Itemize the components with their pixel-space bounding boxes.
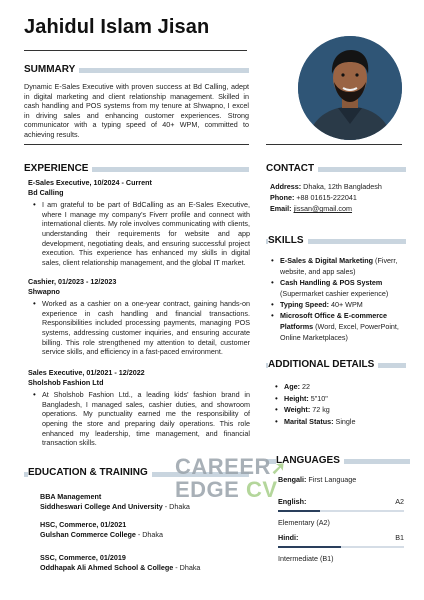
language-level-code: B1 xyxy=(395,533,404,542)
language-name: Hindi: xyxy=(278,533,299,542)
detail-item: • Age: 22 xyxy=(284,381,408,393)
arrow-icon: ➚ xyxy=(270,458,287,478)
phone-value: +88 01615-222041 xyxy=(296,193,357,202)
first-language xyxy=(278,475,408,485)
job-description: • At Sholshob Fashion Ltd., a leading kids' fashion brand in Bangladesh, I managed sales, cashier duties, and showroom operations. My punctuality earned me the responsibility of opening the store and preparing daily operations. This role enhanced my leadership, time management, and financial transaction skills. xyxy=(42,390,250,448)
address-label: Address: xyxy=(270,182,302,191)
watermark-line3: CV xyxy=(245,477,278,502)
additional-list xyxy=(268,381,408,427)
summary-divider xyxy=(24,144,249,145)
detail-item: • Height: 5"10" xyxy=(284,393,408,405)
education-place: - Dhaka xyxy=(135,529,164,539)
address-value: Dhaka, 12th Bangladesh xyxy=(303,182,382,191)
job-description: • I am grateful to be part of BdCalling as an E-Sales Executive, where I manage my company's Fiverr profile and connect with international clients. My role involves communicating with clients, understanding their requirements for website and app development, negotiating deals, and ensuring successful project execution. This experience has enhanced my skills in digital sales, client relationship management, and the global IT market. xyxy=(42,200,250,267)
experience-heading: EXPERIENCE xyxy=(24,163,92,174)
skills-heading: SKILLS xyxy=(268,235,308,246)
email-link[interactable]: jissan@gmail.com xyxy=(293,204,353,213)
watermark-line1: CAREER xyxy=(175,454,271,479)
language-item xyxy=(278,533,404,563)
person-portrait-icon xyxy=(298,36,402,140)
education-degree: SSC, Commerce, 01/2019 xyxy=(40,553,126,562)
job-entry xyxy=(28,277,250,357)
language-level-name: Elementary (A2) xyxy=(278,517,330,527)
skill-item: • Microsoft Office & E-commerce Platforms (Word, Excel, PowerPoint, Online Marketplaces) xyxy=(280,310,408,343)
education-place: - Dhaka xyxy=(173,562,201,572)
education-school: Siddheswari College And University xyxy=(40,501,163,511)
language-level-fill xyxy=(278,546,341,548)
watermark-logo xyxy=(175,456,287,501)
education-heading: EDUCATION & TRAINING xyxy=(28,467,152,478)
education-school: Oddhapak Ali Ahmed School & College xyxy=(40,562,174,572)
language-name: English: xyxy=(278,497,307,506)
education-degree: BBA Management xyxy=(40,492,102,501)
skills-list xyxy=(268,255,408,343)
job-company: Sholshob Fashion Ltd xyxy=(28,377,104,387)
education-degree: HSC, Commerce, 01/2021 xyxy=(40,520,127,529)
job-description: • Worked as a cashier on a one-year contract, gaining hands-on experience in cash handling and financial transactions. Responsibilities included processing payments, managing POS systems, addressing customer inquiries, and ensuring accurate billing. This role strengthened my attention to detail, customer service skills, and efficiency in a fast-paced environment. xyxy=(42,299,250,357)
job-role: Sales Executive, 01/2021 - 12/2022 xyxy=(28,368,145,377)
job-company: Shwapno xyxy=(28,286,60,296)
language-level-bar xyxy=(278,546,404,548)
skill-item: • E-Sales & Digital Marketing (Fiverr, website, and app sales) xyxy=(280,255,408,277)
name-divider xyxy=(24,50,247,51)
skill-item: • Typing Speed: 40+ WPM xyxy=(280,299,408,310)
photo-divider xyxy=(266,144,402,145)
profile-photo xyxy=(298,36,402,140)
contact-heading: CONTACT xyxy=(266,163,318,174)
language-level-code: A2 xyxy=(395,497,404,506)
job-company: Bd Calling xyxy=(28,187,64,197)
contact-block xyxy=(270,181,410,214)
first-language-label: Bengali: xyxy=(278,475,307,484)
language-level-bar xyxy=(278,510,404,512)
education-place: - Dhaka xyxy=(162,501,190,511)
job-role: E-Sales Executive, 10/2024 - Current xyxy=(28,178,152,187)
language-level-name: Intermediate (B1) xyxy=(278,553,334,563)
skill-item: • Cash Handling & POS System (Supermarket cashier experience) xyxy=(280,277,408,299)
candidate-name: Jahidul Islam Jisan xyxy=(24,16,210,38)
education-item xyxy=(40,553,240,572)
summary-heading: SUMMARY xyxy=(24,64,79,75)
email-label: Email: xyxy=(270,204,292,213)
detail-item: • Marital Status: Single xyxy=(284,416,408,428)
job-entry xyxy=(28,178,250,267)
education-school: Gulshan Commerce College xyxy=(40,529,136,539)
watermark-line2: EDGE xyxy=(175,477,240,502)
languages-heading: LANGUAGES xyxy=(276,455,344,466)
education-item xyxy=(40,520,240,539)
detail-item: • Weight: 72 kg xyxy=(284,404,408,416)
language-level-fill xyxy=(278,510,320,512)
job-entry xyxy=(28,368,250,448)
additional-heading: ADDITIONAL DETAILS xyxy=(268,359,378,370)
language-item xyxy=(278,497,404,527)
first-language-value: First Language xyxy=(306,475,357,484)
job-role: Cashier, 01/2023 - 12/2023 xyxy=(28,277,117,286)
phone-label: Phone: xyxy=(270,193,295,202)
summary-text: Dynamic E-Sales Executive with proven success at Bd Calling, adept in digital marketing and client relationship management. Skilled in cash handling and POS systems from my tenure at Shwapno, I excel in driving sales and enhancing customer experiences. Strong communicator with a typing speed of 40+ WPM, committed to achieving results. xyxy=(24,82,249,139)
